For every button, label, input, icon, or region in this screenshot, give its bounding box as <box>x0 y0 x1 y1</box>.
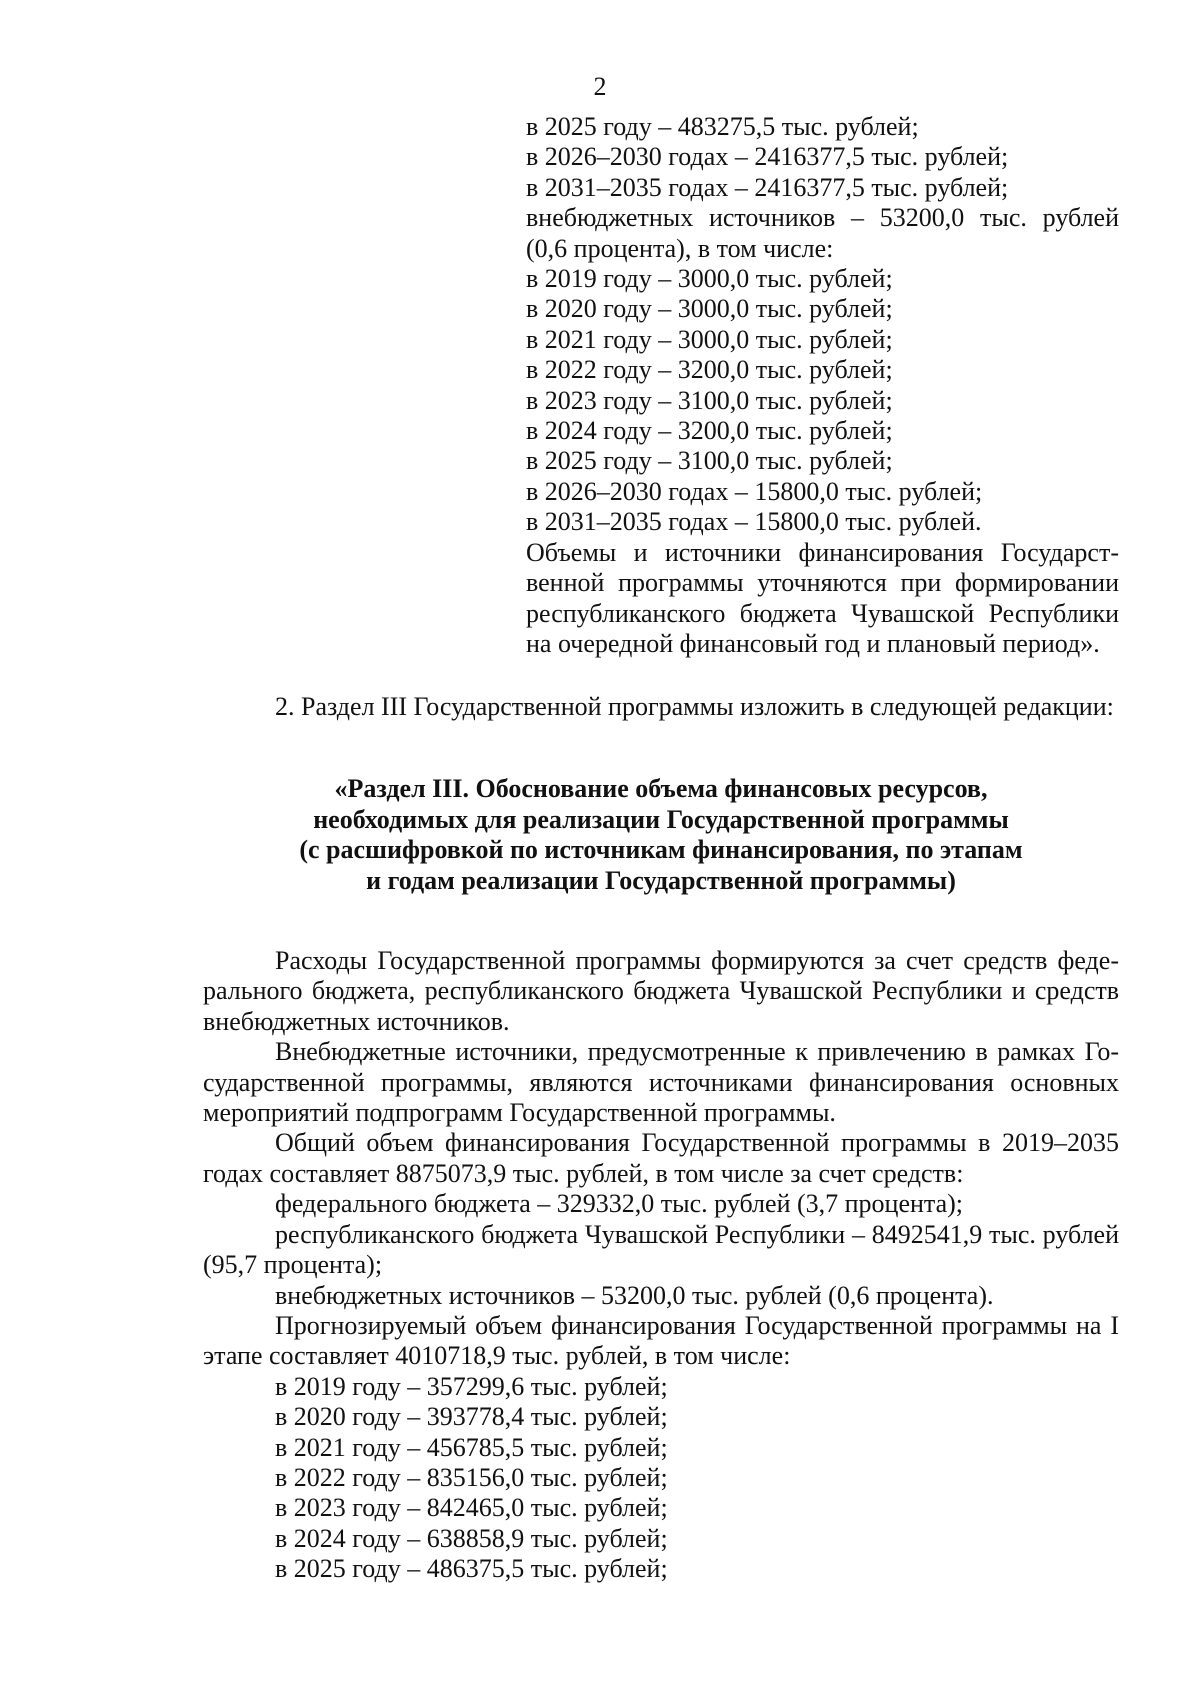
list-item: в 2021 году – 456785,5 тыс. рублей; <box>275 1432 668 1462</box>
offbudget-intro-line: (0,6 процента), в том числе: <box>526 233 834 263</box>
section-title-line: «Раздел III. Обоснование объема финансовых ресурсов, <box>334 774 988 804</box>
list-item: в 2022 году – 835156,0 тыс. рублей; <box>275 1462 668 1492</box>
body-paragraph: Расходы Государственной программы формируются за счет средств федерального бюджета, республиканского бюджета Чувашской Республики и средств внебюджетных источников. <box>203 946 1119 1036</box>
offbudget-year-line: в 2019 году – 3000,0 тыс. рублей; <box>526 264 893 294</box>
body-paragraph: внебюджетных источников – 53200,0 тыс. рублей (0,6 процента). <box>275 1280 994 1310</box>
offbudget-year-line: в 2021 году – 3000,0 тыс. рублей; <box>526 324 893 354</box>
funding-line: в 2031–2035 годах – 2416377,5 тыс. рублей; <box>526 172 1009 202</box>
body-paragraph: республиканского бюджета Чувашской Республики – 8492541,9 тыс. рублей (95,7 процента); <box>203 1219 1119 1280</box>
offbudget-intro-line: внебюджетных источников – 53200,0 тыс. рублей <box>526 203 1119 233</box>
list-item: в 2024 году – 638858,9 тыс. рублей; <box>275 1523 668 1553</box>
offbudget-year-line: в 2022 году – 3200,0 тыс. рублей; <box>526 355 893 385</box>
main-text-block <box>203 692 1119 1585</box>
item-2-paragraph: 2. Раздел III Государственной программы изложить в следующей редакции: <box>275 692 1114 721</box>
offbudget-year-line: в 2026–2030 годах – 15800,0 тыс. рублей; <box>526 476 983 506</box>
offbudget-year-line: в 2025 году – 3100,0 тыс. рублей; <box>526 446 893 476</box>
body-paragraph: Внебюджетные источники, предусмотренные к привлечению в рамках Государственной программы, являются источниками финансирования основных мероприятий подпрограмм Государственной программы. <box>203 1037 1119 1128</box>
stage1-year-list <box>203 1372 1119 1585</box>
section-title-line: необходимых для реализации Государственной программы <box>313 804 1009 834</box>
section-title-line: и годам реализации Государственной программы) <box>366 865 956 895</box>
closing-paragraph: Объемы и источники финансирования Государственной программы уточняются при формировании республиканского бюджета Чувашской Республики на очередной финансовый год и плановый период». <box>526 537 1119 658</box>
page-number: 2 <box>593 72 607 101</box>
funding-line: в 2026–2030 годах – 2416377,5 тыс. рублей; <box>526 142 1009 172</box>
offbudget-year-line: в 2020 году – 3000,0 тыс. рублей; <box>526 294 893 324</box>
body-paragraph: Общий объем финансирования Государственной программы в 2019–2035 годах составляет 8875073,9 тыс. рублей, в том числе за счет средств: <box>203 1128 1119 1188</box>
funding-continuation-block <box>526 112 1119 659</box>
list-item: в 2020 году – 393778,4 тыс. рублей; <box>275 1402 668 1432</box>
offbudget-year-line: в 2031–2035 годах – 15800,0 тыс. рублей. <box>526 507 982 537</box>
funding-line: в 2025 году – 483275,5 тыс. рублей; <box>526 112 919 141</box>
list-item: в 2023 году – 842465,0 тыс. рублей; <box>275 1493 668 1523</box>
section-title-line: (с расшифровкой по источникам финансирования, по этапам <box>299 835 1023 865</box>
list-item: в 2025 году – 486375,5 тыс. рублей; <box>275 1554 668 1584</box>
list-item: в 2019 году – 357299,6 тыс. рублей; <box>275 1371 668 1401</box>
offbudget-year-line: в 2023 году – 3100,0 тыс. рублей; <box>526 385 893 415</box>
body-paragraph: Прогнозируемый объем финансирования Государственной программы на I этапе составляет 4010718,9 тыс. рублей, в том числе: <box>203 1310 1119 1371</box>
offbudget-year-line: в 2024 году – 3200,0 тыс. рублей; <box>526 416 893 446</box>
body-paragraph: федерального бюджета – 329332,0 тыс. рублей (3,7 процента); <box>275 1189 964 1219</box>
section-title <box>203 774 1119 896</box>
